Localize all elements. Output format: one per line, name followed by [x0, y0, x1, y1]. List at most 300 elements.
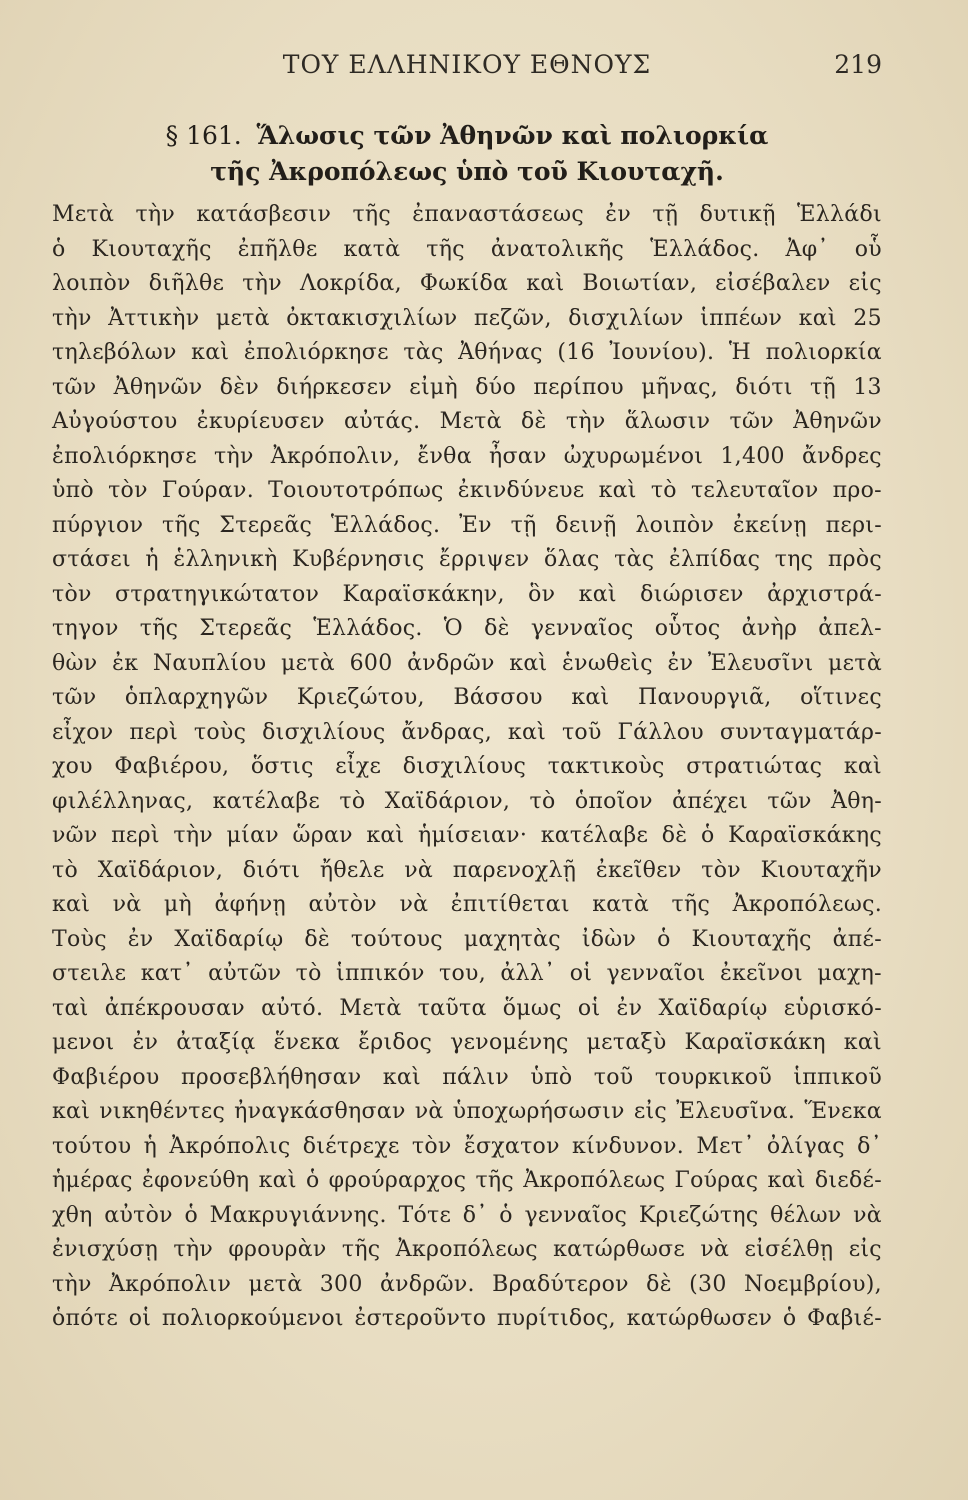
word: ὁ	[657, 926, 671, 952]
word: αὐτὸν	[104, 1202, 173, 1228]
word: Μετὰ	[439, 409, 502, 434]
word: Καραϊσκάκην,	[342, 581, 505, 607]
word: νὰ	[399, 892, 429, 917]
word: παρενοχλῇ	[452, 857, 577, 883]
word: εἰσέλθῃ	[744, 1237, 834, 1262]
word: κίνδυνον.	[572, 1133, 685, 1159]
word: δυτικῇ	[699, 202, 776, 227]
word: πάλιν	[442, 1064, 510, 1090]
word: ἐν	[127, 926, 154, 952]
word: τὸν	[411, 1133, 452, 1159]
word: ἐκυρίευσεν	[196, 409, 325, 434]
text-line	[52, 371, 882, 406]
word: Τοὺς	[52, 926, 107, 952]
word: λοιπὸν	[52, 271, 131, 296]
text-line	[52, 647, 882, 682]
word: Ἀφ᾽	[785, 236, 829, 262]
word: Ἡ	[728, 340, 752, 365]
word: καὶ	[843, 754, 882, 779]
text-line	[52, 1061, 882, 1096]
word: καὶ	[598, 478, 637, 503]
word: τὸ	[52, 857, 79, 883]
word: ὥραν	[292, 823, 353, 848]
word: Ἐλευσῖνι	[707, 650, 814, 676]
word: τὰς	[614, 547, 655, 572]
word: Χαϊδάριον,	[384, 788, 511, 814]
word: νὰ	[853, 1202, 882, 1228]
word: 1,400	[720, 443, 785, 469]
word: εἶχε	[335, 754, 382, 779]
word: τούτου	[52, 1133, 132, 1159]
word: Κριεζώτης	[638, 1202, 759, 1228]
word: νὰ	[112, 892, 142, 917]
word: ἔνθα	[417, 443, 472, 469]
word: Κιουταχῆς	[91, 236, 212, 262]
word: ὅλας	[544, 547, 600, 572]
word: μίαν	[226, 823, 279, 848]
word: περίπου	[533, 374, 624, 400]
word: ἡμέρας	[52, 1168, 133, 1193]
word: Μακρυγιάννης.	[209, 1202, 387, 1228]
word: πύργιον	[52, 512, 144, 538]
word: νὰ	[700, 1237, 730, 1262]
text-line	[52, 612, 882, 647]
word: τῶν	[729, 409, 774, 434]
word: τῆς	[341, 1237, 381, 1262]
book-page	[52, 40, 882, 1460]
word: ὑπὸ	[530, 1064, 573, 1090]
text-line	[52, 336, 882, 371]
word: φρούραρχος	[328, 1168, 467, 1193]
word: πυρίτιδος,	[496, 1306, 616, 1331]
section-number: § 161.	[165, 121, 242, 150]
word: δύο	[475, 374, 517, 400]
word: αὐτὸν	[308, 892, 377, 917]
word: χου	[52, 754, 93, 779]
text-line	[52, 509, 882, 544]
word: Ναυπλίου	[152, 650, 267, 676]
word: δὲ	[304, 926, 331, 952]
running-title: ΤΟΥ ΕΛΛΗΝΙΚΟΥ ΕΘΝΟΥΣ	[282, 50, 652, 79]
word: ἐνισχύσῃ	[52, 1237, 159, 1262]
word: τὸν	[108, 478, 148, 503]
word: νῶν	[52, 823, 98, 848]
word: ἑνωθεὶς	[562, 650, 653, 676]
word: μεταξὺ	[586, 1030, 667, 1055]
word: περὶ	[129, 719, 178, 745]
word: διότι	[735, 374, 793, 400]
text-line	[52, 578, 882, 613]
word: Ἰουνίου).	[609, 340, 715, 365]
word: καὶ	[366, 823, 405, 848]
word: προσεβλήθησαν	[180, 1064, 362, 1090]
word: αὐτό.	[261, 995, 324, 1021]
word: νικηθέντες	[99, 1099, 226, 1124]
word: τακτικοὺς	[547, 754, 665, 779]
word: θὼν	[52, 650, 98, 676]
word: Ἀκροπόλεως.	[732, 892, 882, 917]
word: Στερεᾶς	[199, 616, 293, 641]
word: Μετὰ	[52, 202, 115, 227]
word: δισχιλίους	[402, 754, 527, 779]
word: Νοεμβρίου),	[743, 1271, 882, 1297]
word: ἀπέ-	[832, 926, 882, 952]
word: ἐλπίδας	[668, 547, 761, 572]
word: φιλέλληνας,	[52, 788, 194, 814]
word: καὶ	[843, 1030, 882, 1055]
word: τὴν	[173, 823, 213, 848]
word: τῆς	[671, 892, 711, 917]
word: (30	[689, 1271, 727, 1297]
word: τῇ	[652, 202, 679, 227]
word: ὁ	[782, 1306, 797, 1331]
word: Κιουταχῆν	[760, 857, 882, 883]
word: κατώρθωσεν	[626, 1306, 773, 1331]
word: ἐν	[132, 1030, 159, 1055]
word: 13	[853, 374, 882, 400]
word: (16	[557, 340, 595, 365]
word: τηλεβόλων	[52, 340, 177, 365]
word: στρατιώτας	[686, 754, 823, 779]
word: Καραϊσκάκης	[728, 823, 882, 848]
word: τοῦ	[561, 719, 602, 745]
word: Ἀθηνῶν	[113, 374, 203, 400]
word: ταῦτα	[417, 995, 487, 1021]
word: μετὰ	[215, 305, 270, 331]
word: τῆς	[475, 1168, 515, 1193]
text-line	[52, 1095, 882, 1130]
word: κατὰ	[592, 892, 650, 917]
word: ἐν	[616, 995, 643, 1021]
word: δισχιλίους	[262, 719, 386, 745]
word: Ἐν	[459, 512, 492, 538]
word: ἔριδος	[358, 1030, 433, 1055]
word: τηγον	[52, 616, 119, 641]
word: Κυβέρνησις	[292, 547, 425, 572]
word: τὴν	[173, 1237, 214, 1262]
word: μενοι	[52, 1030, 115, 1055]
word: ἤθελε	[319, 857, 385, 883]
word: ἄνδρας,	[401, 719, 493, 745]
word: Ἀττικὴν	[108, 305, 200, 331]
word: Γάλλου	[617, 719, 704, 745]
word: ἡ	[145, 547, 159, 572]
word: καὶ	[382, 1064, 421, 1090]
word: Φαβιέρου	[52, 1064, 160, 1090]
word: ἀνδρῶν	[407, 650, 495, 676]
word: διήρκεσεν	[276, 374, 392, 400]
word: μετὰ	[281, 650, 335, 676]
word: της	[774, 547, 814, 572]
word: τὸν	[701, 857, 741, 883]
word: τῶν	[767, 788, 812, 814]
word: τοὺς	[193, 719, 247, 745]
word: οἵτινες	[800, 685, 882, 710]
word: λοιπὸν	[635, 512, 715, 538]
word: τῇ	[510, 512, 537, 538]
word: στάσει	[52, 547, 131, 572]
text-line	[52, 1233, 882, 1268]
word: ἐπαναστάσεως	[412, 202, 584, 227]
word: Γούρας	[674, 1168, 759, 1193]
text-line	[52, 1164, 882, 1199]
word: ἔσχατον	[463, 1133, 560, 1159]
text-line	[52, 681, 882, 716]
word: Ἑλλάδος.	[330, 512, 441, 538]
text-line	[52, 198, 882, 233]
word: Ἀθη-	[831, 788, 882, 814]
word: ἐφονεύθη	[141, 1168, 250, 1193]
word: ὁπλαρχηγῶν	[124, 685, 269, 710]
word: οἱ	[569, 961, 593, 986]
word: τῆς	[426, 236, 465, 262]
word: αὐτάς.	[344, 409, 421, 434]
word: Τότε	[398, 1202, 452, 1228]
word: ὅμως	[502, 995, 562, 1021]
text-line	[52, 716, 882, 751]
word: κατὰ	[343, 236, 401, 262]
word: ἐπολιόρκησε	[243, 340, 389, 365]
word: ἱππικόν	[336, 961, 425, 986]
word: τὴν	[52, 1271, 92, 1297]
word: ὀκτακισχιλίων	[286, 305, 458, 331]
word: ἕνεκα	[273, 1030, 341, 1055]
word: ὑπὸ	[52, 478, 94, 503]
word: δεινῇ	[555, 512, 617, 538]
word: ἐν	[605, 202, 632, 227]
text-line	[52, 854, 882, 889]
word: Ἀθήνας	[458, 340, 543, 365]
word: Ἐλευσῖνα.	[676, 1099, 796, 1124]
word: συνταγματάρ-	[719, 719, 882, 745]
word: τὴν	[135, 202, 176, 227]
word: ὁ	[305, 1168, 320, 1193]
word: Ἀθηνῶν	[793, 409, 882, 434]
word: Ἑλλάδος.	[313, 616, 423, 641]
section-title-part-2: τῆς Ἀκροπόλεως ὑπὸ τοῦ Κιουταχῆ.	[210, 157, 724, 186]
word: Ἀκροπόλεως	[523, 1168, 666, 1193]
word: φρουρὰν	[228, 1237, 327, 1262]
word: μῆνας,	[641, 374, 719, 400]
word: στειλε	[52, 961, 127, 986]
word: τοῦ	[593, 1064, 634, 1090]
word: Τοιουτοτρόπως	[268, 478, 444, 503]
word: ἦσαν	[489, 443, 547, 469]
word: Λοκρίδα,	[299, 271, 402, 296]
word: καὶ	[258, 1168, 297, 1193]
word: Ἀκρόπολις	[169, 1133, 291, 1159]
word: κατέλαβε	[212, 788, 321, 814]
word: εἰς	[848, 271, 882, 296]
word: ἐκεῖθεν	[595, 857, 682, 883]
word: ἀνδρῶν.	[379, 1271, 475, 1297]
word: τῆς	[352, 202, 392, 227]
word: δ᾽	[857, 1133, 882, 1159]
text-line	[52, 923, 882, 958]
text-line	[52, 888, 882, 923]
word: μαχη-	[817, 961, 882, 986]
word: ἀπέκρουσαν	[104, 995, 245, 1021]
word: τὴν	[242, 271, 282, 296]
text-line	[52, 233, 882, 268]
word: προ-	[832, 478, 882, 503]
word: ὁ	[499, 1202, 513, 1228]
word: ἐκ	[112, 650, 139, 676]
word: γενναῖος	[524, 1202, 628, 1228]
word: ἐπῆλθε	[237, 236, 318, 262]
word: περὶ	[111, 823, 160, 848]
word: ἠναγκάσθησαν	[234, 1099, 406, 1124]
word: Βραδύτερον	[492, 1271, 629, 1297]
word: ἀφήνῃ	[214, 892, 286, 917]
word: ἔρριψεν	[439, 547, 530, 572]
word: ἑλληνικὴ	[173, 547, 278, 572]
word: καὶ	[767, 1168, 806, 1193]
word: καὶ	[509, 650, 548, 676]
word: ὑποχωρήσωσιν	[452, 1099, 625, 1124]
text-line	[52, 1130, 882, 1165]
word: Κιουταχῆς	[691, 926, 812, 952]
word: γενναῖοι	[606, 961, 706, 986]
text-line	[52, 785, 882, 820]
word: καὶ	[507, 719, 547, 745]
word: τὴν	[214, 443, 254, 469]
text-line	[52, 992, 882, 1027]
word: κατώρθωσε	[553, 1237, 686, 1262]
word: διότι	[242, 857, 301, 883]
word: ἀρχιστρά-	[767, 581, 882, 607]
word: ἀλλ᾽	[500, 961, 556, 986]
word: καὶ	[52, 892, 91, 917]
word: εἰς	[633, 1099, 668, 1124]
word: καὶ	[571, 685, 610, 710]
word: ὁπότε	[52, 1306, 119, 1331]
running-head	[52, 40, 882, 88]
word: Ἑλλάδος.	[650, 236, 760, 262]
word: ἐπιτίθεται	[450, 892, 570, 917]
word: πεζῶν,	[473, 305, 552, 331]
page-number: 219	[834, 50, 882, 79]
word: τὴν	[52, 305, 92, 331]
word: ἱππικοῦ	[793, 1064, 882, 1090]
word: ἀνατολικῆς	[490, 236, 625, 262]
word: Ἀκρόπολιν	[108, 1271, 232, 1297]
text-line	[52, 1268, 882, 1303]
word: τὸ	[295, 961, 322, 986]
word: Χαϊδάριον,	[97, 857, 224, 883]
word: περι-	[825, 512, 882, 538]
word: Αὐγούστου	[52, 409, 178, 434]
word: ἄνδρες	[801, 443, 882, 469]
word: ταὶ	[52, 995, 89, 1021]
word: καὶ	[798, 305, 837, 331]
text-line	[52, 819, 882, 854]
word: δὲ	[661, 823, 688, 848]
word: τὸ	[650, 478, 677, 503]
word: εὑρισκό-	[783, 995, 882, 1021]
word: τὰς	[403, 340, 444, 365]
word: ἀνὴρ	[741, 616, 798, 641]
word: ἱππέων	[700, 305, 783, 331]
word: Καραϊσκάκη	[684, 1030, 826, 1055]
word: Χαϊδαρίῳ	[658, 995, 768, 1021]
word: ὁποῖον	[574, 788, 653, 814]
word: Φαβιέρου,	[114, 754, 230, 779]
word: γενομένης	[450, 1030, 569, 1055]
word: καὶ	[526, 271, 565, 296]
text-line	[52, 1026, 882, 1061]
word: Χαϊδαρίῳ	[174, 926, 284, 952]
word: εἶχον	[52, 719, 114, 745]
word: ὅστις	[250, 754, 314, 779]
word: ἅλωσιν	[624, 409, 711, 434]
word: πρὸς	[827, 547, 882, 572]
word: τούτους	[350, 926, 443, 952]
word: καὶ	[191, 340, 230, 365]
word: καὶ	[52, 1099, 91, 1124]
word: οὗ	[854, 236, 882, 262]
word: νὰ	[404, 857, 434, 883]
word: οἱ	[128, 1306, 152, 1331]
section-heading	[52, 118, 882, 190]
text-line	[52, 302, 882, 337]
word: τελευταῖον	[690, 478, 819, 503]
word: Ὁ	[443, 616, 463, 641]
word: ἰδὼν	[581, 926, 637, 952]
word: Μετ᾽	[696, 1133, 755, 1159]
word: ὃν	[528, 581, 556, 607]
section-title-part-1: Ἅλωσις τῶν Ἀθηνῶν καὶ πολιορκία	[256, 121, 769, 150]
word: ἡ	[143, 1133, 158, 1159]
word: ἐκινδύνευε	[457, 478, 585, 503]
word: οἱ	[577, 995, 601, 1021]
word: Κριεζώτου,	[296, 685, 425, 710]
word: τῆς	[162, 512, 201, 538]
word: ἐστεροῦντο	[354, 1306, 487, 1331]
word: ἀπελ-	[818, 616, 882, 641]
word: διεδέ-	[814, 1168, 882, 1193]
text-line	[52, 440, 882, 475]
word: μετὰ	[248, 1271, 303, 1297]
word: πολιορκία	[765, 340, 882, 365]
word: εἰμὴ	[409, 374, 458, 400]
word: δισχιλίων	[568, 305, 684, 331]
word: αὐτῶν	[208, 961, 282, 986]
word: δὲν	[219, 374, 260, 400]
text-line	[52, 1302, 882, 1337]
word: ἐκεῖνοι	[719, 961, 803, 986]
section-heading-line-1	[52, 118, 882, 154]
word: τῶν	[52, 685, 97, 710]
word: Πανουργιᾶ,	[637, 685, 772, 710]
word: Φωκίδα	[419, 271, 509, 296]
word: στρατηγικώτατον	[115, 581, 320, 607]
word: κατάσβεσιν	[196, 202, 332, 227]
word: 300	[319, 1271, 363, 1297]
word: μετὰ	[828, 650, 882, 676]
word: του,	[439, 961, 487, 986]
text-line	[52, 750, 882, 785]
word: τὸ	[529, 788, 556, 814]
word: δὲ	[484, 616, 510, 641]
word: 25	[853, 305, 882, 331]
word: Ἀκρόπολιν,	[270, 443, 401, 469]
word: ἐπολιόρκησε	[52, 443, 197, 469]
word: ἡμίσειαν·	[418, 823, 528, 848]
word: οὗτος	[654, 616, 721, 641]
word: πολιορκούμενοι	[161, 1306, 344, 1331]
text-line	[52, 957, 882, 992]
